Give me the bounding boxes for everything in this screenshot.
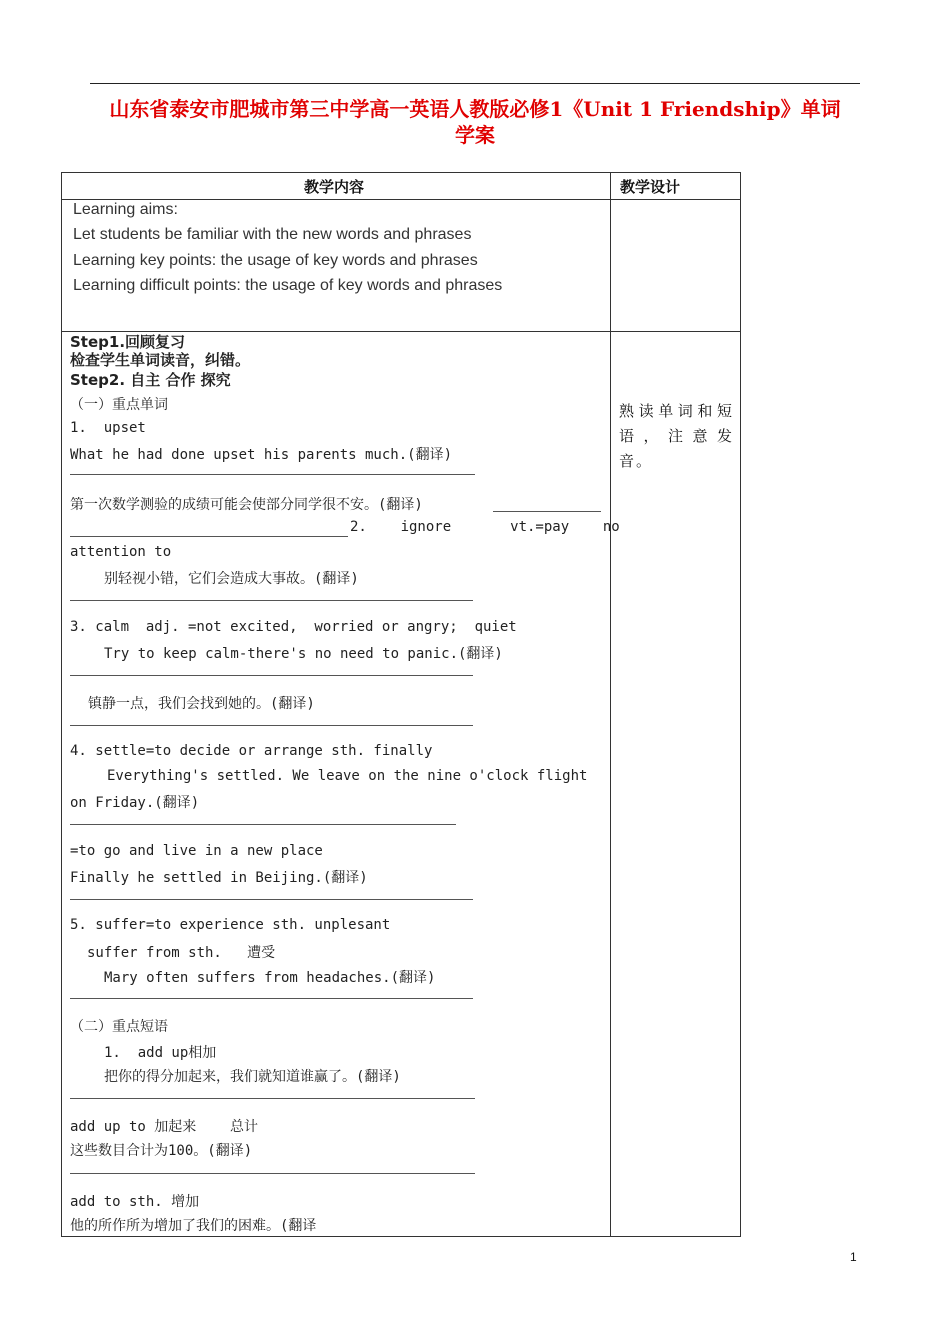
phrase-suffer-from: suffer from sth. 遭受 [87, 945, 276, 961]
answer-blank [70, 998, 473, 999]
word-settle-def: =to go and live in a new place [70, 843, 323, 859]
answer-blank [70, 1098, 475, 1099]
column-header-design: 教学设计 [620, 178, 681, 196]
answer-blank [70, 824, 456, 825]
aims-line: Learning difficult points: the usage of key words and phrases [73, 276, 503, 294]
title-line-2: 学案 [455, 123, 495, 147]
answer-blank [70, 725, 473, 726]
document-title [90, 96, 860, 148]
sentence-line: Try to keep calm-there's no need to panic.(翻译) [104, 646, 503, 662]
answer-blank [70, 474, 475, 475]
learning-aims [73, 197, 502, 298]
word-suffer: 5. suffer=to experience sth. unplesant [70, 917, 391, 933]
sentence-line: 别轻视小错，它们会造成大事故。(翻译) [104, 571, 359, 587]
sentence-line: on Friday.(翻译) [70, 795, 200, 811]
sentence-line: Finally he settled in Beijing.(翻译) [70, 870, 368, 886]
header-rule [90, 83, 860, 84]
sentence-line: 镇静一点，我们会找到她的。(翻译) [88, 696, 315, 712]
phrase-add-up: 1. add up相加 [104, 1045, 217, 1061]
answer-blank [70, 1173, 475, 1174]
sentence-line: 他的所作所为增加了我们的困难。(翻译 [70, 1218, 317, 1234]
sentence-line: 这些数目合计为100。(翻译) [70, 1143, 253, 1159]
column-divider [610, 173, 611, 1236]
word-ignore: 2. ignore vt.=pay no [350, 519, 620, 535]
section-key-phrases: （二）重点短语 [70, 1019, 168, 1035]
title-line-1: 山东省泰安市肥城市第三中学高一英语人教版必修1《Unit 1 Friendship》单词 [109, 97, 841, 121]
answer-blank [70, 675, 473, 676]
sentence-line: Everything's settled. We leave on the nine o'clock flight [107, 768, 588, 784]
step1-heading: Step1.回顾复习 [70, 333, 186, 351]
step1-task: 检查学生单词读音，纠错。 [70, 351, 251, 369]
aims-line: Let students be familiar with the new words and phrases [73, 226, 472, 244]
page-number: 1 [850, 1250, 857, 1264]
word-calm: 3. calm adj. =not excited, worried or angry; quiet [70, 619, 517, 635]
word-settle: 4. settle=to decide or arrange sth. finally [70, 743, 433, 759]
phrase-add-to: add to sth. 增加 [70, 1194, 200, 1210]
answer-blank [70, 536, 348, 537]
sentence-line: 把你的得分加起来，我们就知道谁赢了。(翻译) [104, 1069, 401, 1085]
answer-blank [70, 600, 473, 601]
word-ignore-def: attention to [70, 544, 172, 560]
answer-blank [493, 511, 601, 512]
design-note: 熟读单词和短语，注意发音。 [619, 402, 734, 470]
column-header-content: 教学内容 [304, 178, 365, 196]
aims-line: Learning key points: the usage of key words and phrases [73, 251, 478, 269]
lesson-table [61, 172, 741, 1237]
sentence-line: 第一次数学测验的成绩可能会使部分同学很不安。(翻译) [70, 497, 423, 513]
sentence-line: Mary often suffers from headaches.(翻译) [104, 970, 436, 986]
phrase-add-up-to: add up to 加起来 总计 [70, 1119, 259, 1135]
sentence-line: What he had done upset his parents much.(翻译) [70, 447, 453, 463]
word-upset: 1. upset [70, 420, 146, 436]
answer-blank [70, 899, 473, 900]
aims-line: Learning aims: [73, 201, 178, 218]
section-key-words: （一）重点单词 [70, 397, 168, 413]
step2-heading: Step2. 自主 合作 探究 [70, 371, 231, 389]
